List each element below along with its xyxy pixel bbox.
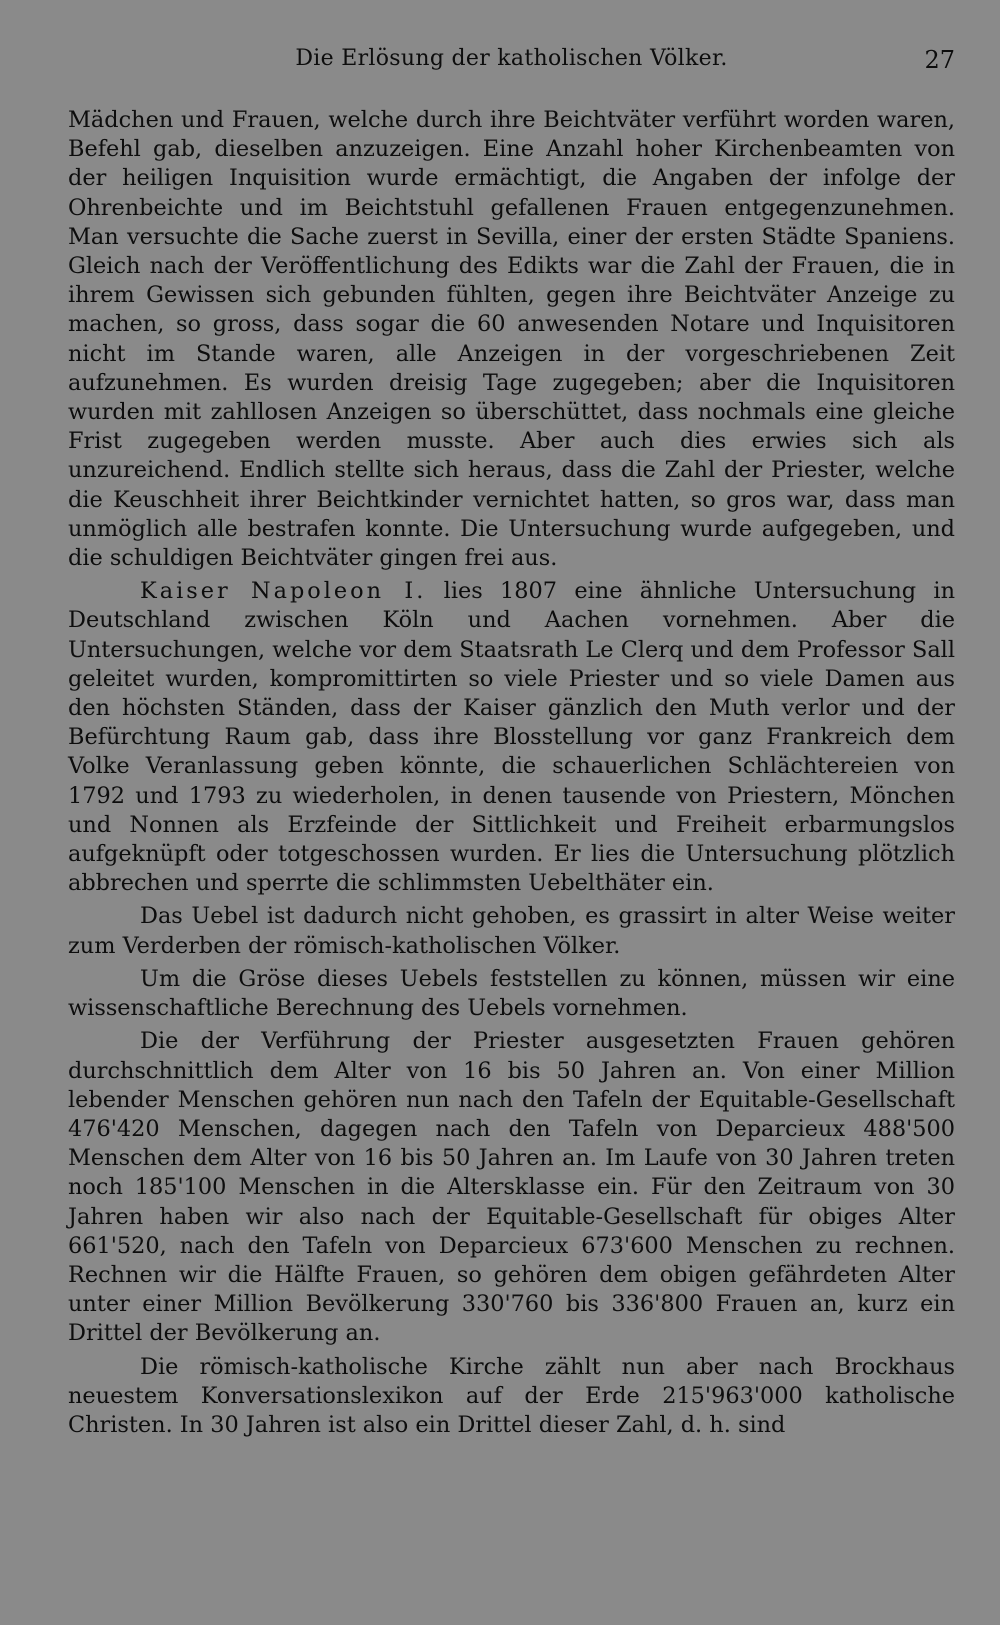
paragraph-4-text: Um die Gröse dieses Uebels feststellen zu können, müssen wir eine wissenschaftliche Berechnung des Uebels vornehmen.: [68, 965, 955, 1022]
paragraph-5-text: Die der Verführung der Priester ausgesetzten Frauen gehören durchschnittlich dem Alter von 16 bis 50 Jahren an. Von einer Million lebender Menschen gehören nun nach den Tafeln der Equitable-Gesellschaft 476'420 Menschen, dagegen nach den Tafeln von Deparcieux 488'500 Menschen dem Alter von 16 bis 50 Jahren an. Im Laufe von 30 Jahren treten noch 185'100 Menschen in die Altersklasse ein. Für den Zeitraum von 30 Jahren haben wir also nach der Equitable-Gesellschaft für obiges Alter 661'520, nach den Tafeln von Deparcieux 673'600 Menschen zu rechnen. Rechnen wir die Hälfte Frauen, so gehören dem obigen gefährdeten Alter unter einer Million Bevölkerung 330'760 bis 336'800 Frauen an, kurz ein Drittel der Bevölkerung an.: [68, 1028, 955, 1347]
paragraph-2-text: lies 1807 eine ähnliche Untersuchung in Deutschland zwischen Köln und Aachen vornehmen. Aber die Untersuchungen, welche vor dem Staatsrath Le Clerq und dem Professor Sall geleitet wurden, kompromittirten so viele Priester und so viele Damen aus den höchsten Ständen, dass der Kaiser gänzlich den Muth verlor und der Befürchtung Raum gab, dass ihre Blosstellung vor ganz Frankreich dem Volke Veranlassung geben könnte, die schauerlichen Schlächtereien von 1792 und 1793 zu wiederholen, in denen tausende von Priestern, Mönchen und Nonnen als Erzfeinde der Sittlichkeit und Freiheit erbarmungslos aufgeknüpft oder totgeschossen wurden. Er lies die Untersuchung plötzlich abbrechen und sperrte die schlimmsten Uebelthäter ein.: [68, 578, 955, 897]
paragraph-4: [68, 965, 955, 1023]
paragraph-6-text: Die römisch-katholische Kirche zählt nun aber nach Brockhaus neuestem Konversationslexikon auf der Erde 215'963'000 katholische Christen. In 30 Jahren ist also ein Drittel dieser Zahl, d. h. sind: [68, 1353, 955, 1438]
paragraph-3-text: Das Uebel ist dadurch nicht gehoben, es grassirt in alter Weise weiter zum Verderben der römisch-katholischen Völker.: [68, 903, 955, 959]
page-number: 27: [924, 46, 955, 74]
paragraph-5: [68, 1027, 955, 1348]
paragraph-2: [68, 577, 955, 898]
paragraph-2-spaced-lead: Kaiser Napoleon I.: [140, 578, 427, 605]
running-head: Die Erlösung der katholischen Völker.: [295, 46, 728, 71]
paragraph-3: [68, 902, 955, 960]
paragraph-6: [68, 1353, 955, 1441]
paragraph-1: [68, 106, 955, 573]
body-text: [68, 106, 955, 1444]
page-header: [68, 46, 955, 78]
paragraph-1-text: Mädchen und Frauen, welche durch ihre Beichtväter verführt worden waren, Befehl gab, dieselben anzuzeigen. Eine Anzahl hoher Kirchenbeamten von der heiligen Inquisition wurde ermächtigt, die Angaben der infolge der Ohrenbeichte und im Beichtstuhl gefallenen Frauen entgegenzunehmen. Man versuchte die Sache zuerst in Sevilla, einer der ersten Städte Spaniens. Gleich nach der Veröffentlichung des Edikts war die Zahl der Frauen, die in ihrem Gewissen sich gebunden fühlten, gegen ihre Beichtväter Anzeige zu machen, so gross, dass sogar die 60 anwesenden Notare und Inquisitoren nicht im Stande waren, alle Anzeigen in der vorgeschriebenen Zeit aufzunehmen. Es wurden dreisig Tage zugegeben; aber die Inquisitoren wurden mit zahllosen Anzeigen so überschüttet, dass nochmals eine gleiche Frist zugegeben werden musste. Aber auch dies erwies sich als unzureichend. Endlich stellte sich heraus, dass die Zahl der Priester, welche die Keuschheit ihrer Beichtkinder vernichtet hatten, so gros war, dass man unmöglich alle bestrafen konnte. Die Untersuchung wurde aufgegeben, und die schuldigen Beichtväter gingen frei aus.: [68, 107, 955, 572]
